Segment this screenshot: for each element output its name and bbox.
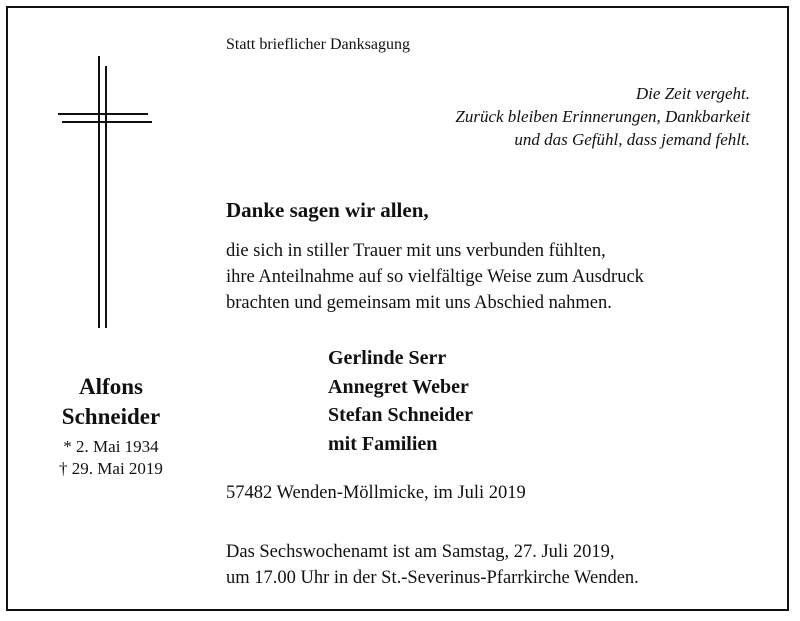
service-notice	[226, 539, 639, 591]
mourner-name: mit Familien	[328, 432, 438, 455]
death-date: † 29. Mai 2019	[59, 459, 163, 478]
deceased-first-name: Alfons	[79, 374, 143, 399]
quote-line: Die Zeit vergeht.	[635, 84, 750, 103]
mourners-list	[328, 344, 473, 458]
mourner-name: Annegret Weber	[328, 375, 469, 398]
notice-line: um 17.00 Uhr in der St.-Severinus-Pfarrkirche Wenden.	[226, 568, 639, 588]
quote-line: Zurück bleiben Erinnerungen, Dankbarkeit	[455, 107, 750, 126]
quote	[455, 82, 750, 151]
thanks-heading: Danke sagen wir allen,	[226, 198, 429, 222]
cross-icon	[58, 56, 152, 328]
thanks-line: die sich in stiller Trauer mit uns verbunden fühlten,	[226, 241, 606, 261]
mourner-name: Gerlinde Serr	[328, 347, 447, 369]
thanks-line: brachten und gemeinsam mit uns Abschied nahmen.	[226, 293, 612, 313]
deceased-last-name: Schneider	[61, 404, 161, 429]
quote-line: und das Gefühl, dass jemand fehlt.	[514, 130, 750, 149]
mourner-name: Stefan Schneider	[328, 404, 473, 426]
thanks-body	[226, 238, 644, 316]
notice-line: Das Sechswochenamt ist am Samstag, 27. Juli 2019,	[226, 542, 615, 562]
header-text: Statt brieflicher Danksagung	[226, 36, 410, 53]
thanks-line: ihre Anteilnahme auf so vielfältige Weise zum Ausdruck	[226, 267, 644, 287]
deceased-info	[36, 372, 186, 480]
place-date: 57482 Wenden-Möllmicke, im Juli 2019	[226, 483, 526, 503]
birth-date: * 2. Mai 1934	[63, 437, 159, 456]
